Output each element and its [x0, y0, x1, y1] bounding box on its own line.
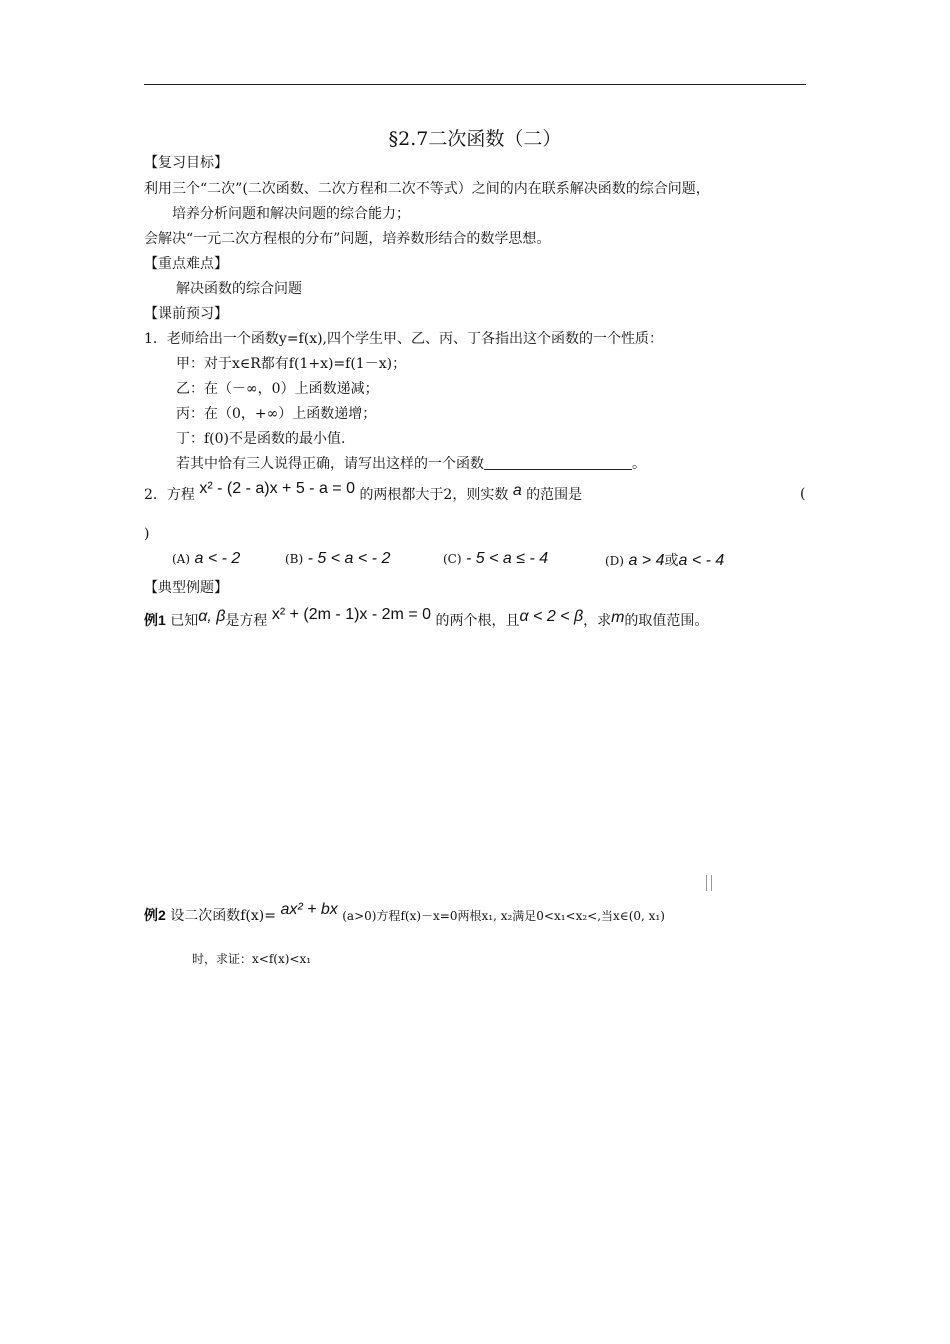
q2-option-d [605, 550, 724, 570]
option-or: 或 [664, 553, 679, 569]
q2-paren-close: ) [144, 526, 150, 542]
ex1-t2: 是方程 [225, 613, 268, 629]
q2-var: a [512, 482, 522, 499]
ex1-equation: x² + (2m - 1)x - 2m = 0 [271, 606, 431, 623]
option-expr: a < - 2 [194, 550, 241, 567]
q2-option-c [443, 550, 548, 568]
ex2-expr: ax² + bx [280, 901, 338, 918]
ex1-cond: α < 2 < β [519, 608, 584, 625]
goal-line-2: 培养分析问题和解决问题的综合能力； [172, 206, 410, 222]
section-examples: 【典型例题】 [144, 580, 228, 596]
q1-ask [176, 453, 646, 473]
option-label: (C) [443, 552, 462, 566]
text-cursor [706, 875, 712, 891]
option-label: (B) [285, 552, 304, 566]
section-key-points: 【重点难点】 [144, 256, 228, 272]
example-1 [144, 606, 709, 630]
q1-ask-end: 。 [632, 456, 646, 472]
option-expr: - 5 < a ≤ - 4 [466, 550, 549, 567]
example-2-label: 例2 [144, 907, 166, 923]
option-label: (D) [605, 554, 624, 568]
ex1-t1: 已知 [170, 613, 199, 629]
q2-suffix: 的范围是 [526, 487, 583, 503]
q1-ask-text: 若其中恰有三人说得正确，请写出这样的一个函数 [176, 456, 484, 472]
q1-yi: 乙：在（－∞，0）上函数递减； [176, 381, 379, 397]
ex2-t2: (a>0)方程f(x)－x=0两根x₁, x₂满足0<x₁<x₂< [342, 909, 598, 923]
ex2-t3: ,当x∈(0, x₁) [597, 909, 665, 923]
section-preview: 【课前预习】 [144, 306, 228, 322]
q2-middle: 的两根都大于2，则实数 [359, 487, 509, 503]
example-1-label: 例1 [144, 612, 166, 628]
option-expr-2: a < - 4 [678, 552, 725, 569]
ex2-line2: 时，求证：x<f(x)<x₁ [192, 952, 312, 966]
header-rule [144, 84, 806, 85]
option-expr: a > 4 [628, 552, 665, 569]
ex1-m: m [611, 609, 625, 626]
q1-jia: 甲：对于x∈R都有f(1+x)=f(1－x)； [176, 356, 407, 372]
q1-ding: 丁：f(0)不是函数的最小值. [176, 431, 346, 447]
q2-equation: x² - (2 - a)x + 5 - a = 0 [199, 480, 355, 497]
ex1-vars: α, β [198, 608, 226, 625]
ex1-t5: 的取值范围。 [624, 613, 709, 629]
q2-prefix: 2．方程 [144, 487, 195, 503]
q2-option-a [172, 550, 240, 568]
goal-line-3: 会解决“一元二次方程根的分布”问题，培养数形结合的数学思想。 [144, 231, 551, 247]
q1-stem: 1．老师给出一个函数y=f(x),四个学生甲、乙、丙、丁各指出这个函数的一个性质： [144, 331, 663, 347]
ex1-t4: ，求 [583, 613, 612, 629]
option-label: (A) [172, 552, 191, 566]
section-review-goal: 【复习目标】 [144, 155, 228, 171]
example-2 [144, 901, 665, 925]
q2-paren-open: ( [800, 486, 806, 502]
q2-option-b [285, 550, 390, 568]
key-point-text: 解决函数的综合问题 [176, 281, 302, 297]
q1-bing: 丙：在（0，+∞）上函数递增； [176, 406, 377, 422]
q2-line [144, 480, 583, 504]
answer-blank [484, 455, 632, 470]
ex1-t3: 的两个根，且 [435, 613, 520, 629]
ex2-t1: 设二次函数f(x)= [170, 908, 276, 924]
page-title: §2.7二次函数（二） [388, 128, 562, 150]
option-expr: - 5 < a < - 2 [307, 550, 391, 567]
goal-line-1: 利用三个“二次”(二次函数、二次方程和二次不等式）之间的内在联系解决函数的综合问题， [144, 181, 710, 197]
